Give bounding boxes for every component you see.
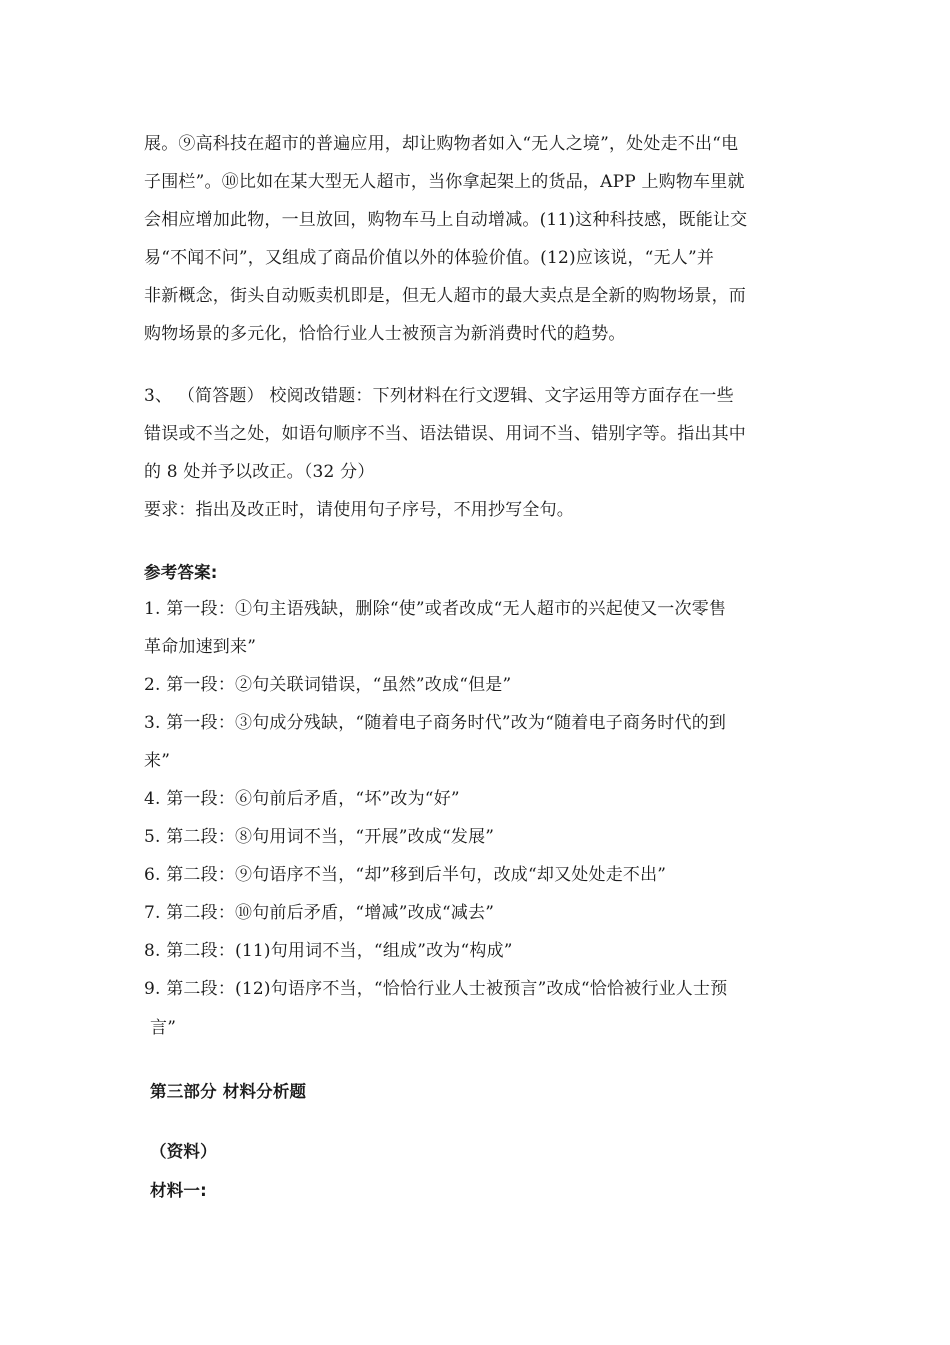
answer-line: 9. 第二段：(12)句语序不当，“恰恰行业人士被预言”改成“恰恰被行业人士预 <box>144 979 728 999</box>
question-line: 3、 （简答题） 校阅改错题：下列材料在行文逻辑、文字运用等方面存在一些 <box>144 386 734 406</box>
answer-line: 8. 第二段：(11)句用词不当，“组成”改为“构成” <box>144 941 513 961</box>
passage-line: 展。⑨高科技在超市的普遍应用，却让购物者如入“无人之境”，处处走不出“电 <box>144 134 739 154</box>
passage-line: 易“不闻不问”，又组成了商品价值以外的体验价值。(12)应该说，“无人”并 <box>144 248 715 268</box>
answer-line: 3. 第一段：③句成分残缺，“随着电子商务时代”改为“随着电子商务时代的到 <box>144 713 727 733</box>
passage-line: 非新概念，街头自动贩卖机即是，但无人超市的最大卖点是全新的购物场景，而 <box>144 286 746 306</box>
section-title: 第三部分 材料分析题 <box>150 1082 307 1101</box>
passage-line: 会相应增加此物，一旦放回，购物车马上自动增减。(11)这种科技感，既能让交 <box>144 210 748 230</box>
answer-heading: 参考答案: <box>144 563 218 582</box>
answer-line: 5. 第二段：⑧句用词不当，“开展”改成“发展” <box>144 827 495 847</box>
answer-line: 6. 第二段：⑨句语序不当，“却”移到后半句，改成“却又处处走不出” <box>144 865 667 885</box>
question-line: 的 8 处并予以改正。（32 分） <box>144 462 375 482</box>
answer-line: 4. 第一段：⑥句前后矛盾，“坏”改为“好” <box>144 789 460 809</box>
answer-line: 来” <box>144 751 171 771</box>
material-label: （资料） <box>150 1142 217 1161</box>
answer-line: 1. 第一段：①句主语残缺，删除“使”或者改成“无人超市的兴起使又一次零售 <box>144 599 727 619</box>
answer-line: 2. 第一段：②句关联词错误，“虽然”改成“但是” <box>144 675 512 695</box>
passage-line: 子围栏”。⑩比如在某大型无人超市，当你拿起架上的货品，APP 上购物车里就 <box>144 172 745 192</box>
answer-line: 言” <box>150 1018 177 1038</box>
passage-line: 购物场景的多元化，恰恰行业人士被预言为新消费时代的趋势。 <box>144 324 626 344</box>
question-requirement: 要求：指出及改正时，请使用句子序号，不用抄写全句。 <box>144 500 574 520</box>
answer-line: 7. 第二段：⑩句前后矛盾，“增减”改成“减去” <box>144 903 495 923</box>
material-one-label: 材料一: <box>150 1181 207 1200</box>
answer-line: 革命加速到来” <box>144 637 257 657</box>
question-line: 错误或不当之处，如语句顺序不当、语法错误、用词不当、错别字等。指出其中 <box>144 424 746 444</box>
